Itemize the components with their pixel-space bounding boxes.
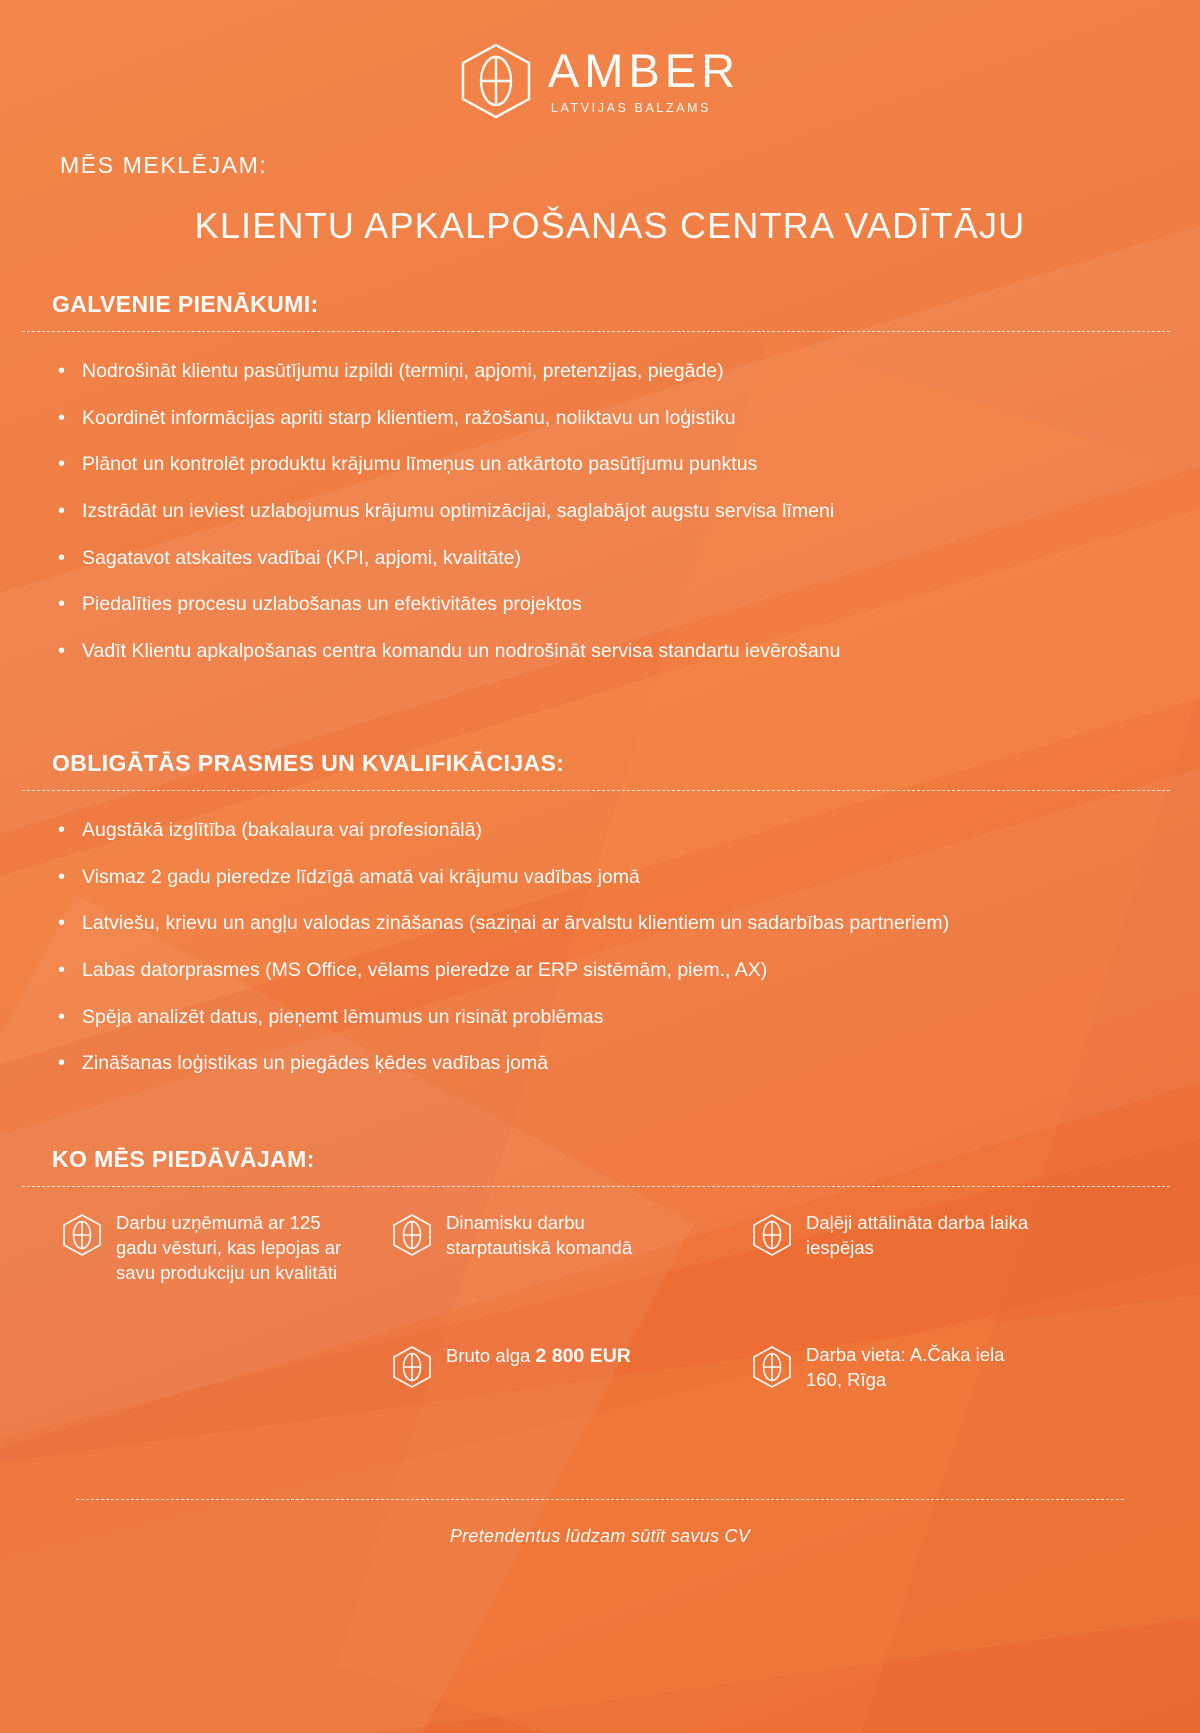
list-item: • Plānot un kontrolēt produktu krājumu līmeņus un atkārtoto pasūtījumu punktus xyxy=(52,451,1172,479)
footer-note: Pretendentus lūdzam sūtīt savus CV xyxy=(449,1525,751,1546)
gem-icon xyxy=(62,1211,102,1262)
offer-item xyxy=(62,1211,346,1285)
skills-list xyxy=(52,817,1172,1078)
section-offer xyxy=(0,1146,1200,1499)
brand-tagline: LATVIJAS BALZAMS xyxy=(550,101,712,115)
gem-icon xyxy=(392,1211,432,1262)
offer-item xyxy=(392,1211,676,1262)
offer-item-text: Darba vieta: A.Čaka iela 160, Rīga xyxy=(806,1343,1005,1390)
list-item: • Izstrādāt un ieviest uzlabojumus krājumu optimizācijai, saglabājot augstu servisa līmeni xyxy=(52,498,1172,526)
list-item: • Vadīt Klientu apkalpošanas centra komandu un nodrošināt servisa standartu ievērošanu xyxy=(52,638,1172,666)
salary-label: Bruto alga xyxy=(446,1344,531,1366)
list-item: • Vismaz 2 gadu pieredze līdzīgā amatā vai krājumu vadības jomā xyxy=(52,864,1172,892)
offer-item-salary xyxy=(392,1343,631,1394)
page-title: KLIENTU APKALPOŠANAS CENTRA VADĪTĀJU xyxy=(194,205,1026,246)
offer-item-text: Dinamisku darbu starptautiskā komandā xyxy=(446,1211,633,1258)
section-heading-duties: GALVENIE PIENĀKUMI: xyxy=(52,291,319,317)
gem-icon xyxy=(392,1343,432,1394)
list-item: • Piedalīties procesu uzlabošanas un efektivitātes projektos xyxy=(52,591,1172,619)
section-heading-offer: KO MĒS PIEDĀVĀJAM: xyxy=(52,1145,315,1172)
offer-item-location xyxy=(752,1343,1036,1394)
offer-grid xyxy=(52,1209,1172,1499)
list-item: • Zināšanas loģistikas un piegādes ķēdes vadības jomā xyxy=(52,1050,1172,1078)
divider xyxy=(22,790,1170,791)
divider xyxy=(76,1499,1124,1500)
list-item: • Labas datorprasmes (MS Office, vēlams pieredze ar ERP sistēmām, piem., AX) xyxy=(52,957,1172,985)
divider xyxy=(22,1186,1170,1187)
seeking-label: MĒS MEKLĒJAM: xyxy=(60,152,268,178)
list-item: • Sagatavot atskaites vadībai (KPI, apjomi, kvalitāte) xyxy=(52,545,1172,573)
gem-icon xyxy=(752,1343,792,1394)
section-heading-skills: OBLIGĀTĀS PRASMES UN KVALIFIKĀCIJAS: xyxy=(52,749,565,776)
offer-item-text: Daļēji attālināta darba laika iespējas xyxy=(806,1211,1029,1258)
list-item: • Latviešu, krievu un angļu valodas zināšanas (saziņai ar ārvalstu klientiem un sadarbības partneriem) xyxy=(52,910,1172,938)
section-duties xyxy=(0,291,1200,666)
divider xyxy=(22,331,1170,332)
brand-logo xyxy=(0,0,1200,120)
list-item: • Augstākā izglītība (bakalaura vai profesionālā) xyxy=(52,817,1172,845)
offer-item-text: Darbu uzņēmumā ar 125 gadu vēsturi, kas lepojas ar savu produkciju un kvalitāti xyxy=(116,1211,342,1283)
gem-icon xyxy=(752,1211,792,1262)
section-skills xyxy=(0,750,1200,1078)
list-item: • Nodrošināt klientu pasūtījumu izpildi (termiņi, apjomi, pretenzijas, piegāde) xyxy=(52,358,1172,386)
list-item: • Spēja analizēt datus, pieņemt lēmumus un risināt problēmas xyxy=(52,1004,1172,1032)
salary-value: 2 800 EUR xyxy=(535,1344,631,1367)
brand-name: AMBER xyxy=(547,44,741,97)
gem-icon xyxy=(460,42,532,120)
list-item: • Koordinēt informācijas apriti starp klientiem, ražošanu, noliktavu un loģistiku xyxy=(52,405,1172,433)
duties-list xyxy=(52,358,1172,666)
offer-item xyxy=(752,1211,1036,1262)
